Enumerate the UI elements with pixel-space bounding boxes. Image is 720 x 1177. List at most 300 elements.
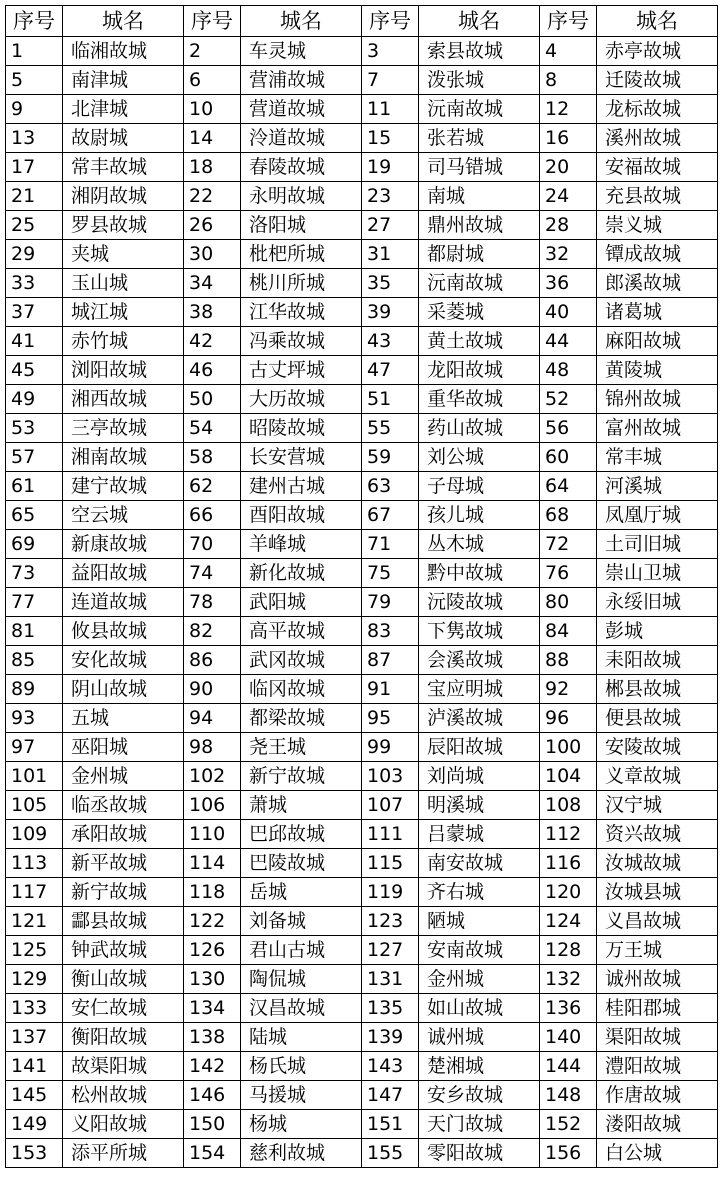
- table-row: [6, 878, 718, 907]
- serial-number-cell: 85: [6, 646, 63, 675]
- serial-number-cell: 14: [184, 124, 241, 153]
- serial-number-cell: 93: [6, 704, 63, 733]
- city-name-cell: 汝城县城: [597, 878, 718, 907]
- city-name-cell: 都尉城: [419, 240, 540, 269]
- city-name-cell: 明溪城: [419, 791, 540, 820]
- serial-number-cell: 67: [362, 501, 419, 530]
- serial-number-cell: 106: [184, 791, 241, 820]
- serial-number-cell: 130: [184, 965, 241, 994]
- city-name-cell: 子母城: [419, 472, 540, 501]
- serial-number-cell: 153: [6, 1139, 63, 1168]
- city-name-cell: 南城: [419, 182, 540, 211]
- serial-number-cell: 71: [362, 530, 419, 559]
- city-name-cell: 诸葛城: [597, 298, 718, 327]
- city-name-cell: 彭城: [597, 617, 718, 646]
- table-row: [6, 733, 718, 762]
- serial-number-cell: 136: [540, 994, 597, 1023]
- serial-number-cell: 6: [184, 66, 241, 95]
- serial-number-cell: 83: [362, 617, 419, 646]
- serial-number-cell: 145: [6, 1081, 63, 1110]
- serial-number-cell: 45: [6, 356, 63, 385]
- header-name-3: 城名: [419, 6, 540, 37]
- city-name-cell: 陆城: [241, 1023, 362, 1052]
- city-name-cell: 楚湘城: [419, 1052, 540, 1081]
- table-row: [6, 762, 718, 791]
- city-name-cell: 新平故城: [63, 849, 184, 878]
- city-name-cell: 夹城: [63, 240, 184, 269]
- city-name-cell: 建州古城: [241, 472, 362, 501]
- serial-number-cell: 135: [362, 994, 419, 1023]
- city-name-cell: 昭陵故城: [241, 414, 362, 443]
- city-name-cell: 巴邱故城: [241, 820, 362, 849]
- serial-number-cell: 9: [6, 95, 63, 124]
- serial-number-cell: 101: [6, 762, 63, 791]
- city-name-cell: 湘西故城: [63, 385, 184, 414]
- city-name-cell: 车灵城: [241, 37, 362, 66]
- table-row: [6, 1139, 718, 1168]
- city-name-cell: 泼张城: [419, 66, 540, 95]
- city-name-cell: 都梁故城: [241, 704, 362, 733]
- city-name-cell: 巫阳城: [63, 733, 184, 762]
- serial-number-cell: 156: [540, 1139, 597, 1168]
- city-name-cell: 玉山城: [63, 269, 184, 298]
- serial-number-cell: 65: [6, 501, 63, 530]
- city-name-cell: 新康故城: [63, 530, 184, 559]
- city-name-cell: 长安营城: [241, 443, 362, 472]
- table-row: [6, 472, 718, 501]
- city-name-cell: 永明故城: [241, 182, 362, 211]
- city-name-cell: 酃县故城: [63, 907, 184, 936]
- city-name-cell: 安化故城: [63, 646, 184, 675]
- table-row: [6, 1052, 718, 1081]
- serial-number-cell: 76: [540, 559, 597, 588]
- serial-number-cell: 125: [6, 936, 63, 965]
- city-name-cell: 新化故城: [241, 559, 362, 588]
- city-name-cell: 武冈故城: [241, 646, 362, 675]
- table-row: [6, 443, 718, 472]
- table-row: [6, 588, 718, 617]
- serial-number-cell: 110: [184, 820, 241, 849]
- serial-number-cell: 23: [362, 182, 419, 211]
- city-name-cell: 龙标故城: [597, 95, 718, 124]
- city-name-cell: 营道故城: [241, 95, 362, 124]
- serial-number-cell: 146: [184, 1081, 241, 1110]
- serial-number-cell: 134: [184, 994, 241, 1023]
- table-row: [6, 66, 718, 95]
- city-name-cell: 衡山故城: [63, 965, 184, 994]
- serial-number-cell: 139: [362, 1023, 419, 1052]
- serial-number-cell: 12: [540, 95, 597, 124]
- table-row: [6, 240, 718, 269]
- serial-number-cell: 38: [184, 298, 241, 327]
- serial-number-cell: 18: [184, 153, 241, 182]
- city-name-cell: 富州故城: [597, 414, 718, 443]
- city-name-cell: 常丰城: [597, 443, 718, 472]
- serial-number-cell: 82: [184, 617, 241, 646]
- city-name-cell: 黄土故城: [419, 327, 540, 356]
- city-name-cell: 建宁故城: [63, 472, 184, 501]
- city-name-cell: 鼎州故城: [419, 211, 540, 240]
- serial-number-cell: 42: [184, 327, 241, 356]
- city-name-cell: 桃川所城: [241, 269, 362, 298]
- table-row: [6, 95, 718, 124]
- city-name-cell: 会溪故城: [419, 646, 540, 675]
- serial-number-cell: 89: [6, 675, 63, 704]
- header-name-4: 城名: [597, 6, 718, 37]
- serial-number-cell: 59: [362, 443, 419, 472]
- serial-number-cell: 28: [540, 211, 597, 240]
- city-name-cell: 安仁故城: [63, 994, 184, 1023]
- serial-number-cell: 4: [540, 37, 597, 66]
- serial-number-cell: 55: [362, 414, 419, 443]
- city-name-cell: 如山故城: [419, 994, 540, 1023]
- serial-number-cell: 22: [184, 182, 241, 211]
- city-name-cell: 下隽故城: [419, 617, 540, 646]
- serial-number-cell: 117: [6, 878, 63, 907]
- city-name-cell: 巴陵故城: [241, 849, 362, 878]
- city-name-cell: 五城: [63, 704, 184, 733]
- serial-number-cell: 72: [540, 530, 597, 559]
- city-name-cell: 萧城: [241, 791, 362, 820]
- city-name-cell: 泸溪故城: [419, 704, 540, 733]
- city-name-cell: 江华故城: [241, 298, 362, 327]
- serial-number-cell: 17: [6, 153, 63, 182]
- city-name-cell: 郴县故城: [597, 675, 718, 704]
- serial-number-cell: 75: [362, 559, 419, 588]
- table-row: [6, 356, 718, 385]
- city-name-cell: 零阳故城: [419, 1139, 540, 1168]
- city-name-cell: 重华故城: [419, 385, 540, 414]
- city-name-cell: 临湘故城: [63, 37, 184, 66]
- table-row: [6, 37, 718, 66]
- serial-number-cell: 143: [362, 1052, 419, 1081]
- serial-number-cell: 113: [6, 849, 63, 878]
- table-row: [6, 327, 718, 356]
- table-row: [6, 936, 718, 965]
- header-serial-3: 序号: [362, 6, 419, 37]
- city-name-cell: 阴山故城: [63, 675, 184, 704]
- table-row: [6, 965, 718, 994]
- city-name-cell: 安陵故城: [597, 733, 718, 762]
- table-header: [6, 6, 718, 37]
- serial-number-cell: 102: [184, 762, 241, 791]
- city-name-cell: 耒阳故城: [597, 646, 718, 675]
- city-name-cell: 连道故城: [63, 588, 184, 617]
- city-name-cell: 义章故城: [597, 762, 718, 791]
- table-row: [6, 675, 718, 704]
- city-name-cell: 药山故城: [419, 414, 540, 443]
- serial-number-cell: 77: [6, 588, 63, 617]
- city-name-cell: 齐右城: [419, 878, 540, 907]
- serial-number-cell: 39: [362, 298, 419, 327]
- city-name-cell: 溇阳故城: [597, 1110, 718, 1139]
- serial-number-cell: 35: [362, 269, 419, 298]
- table-body: [6, 37, 718, 1168]
- city-name-cell: 慈利故城: [241, 1139, 362, 1168]
- serial-number-cell: 103: [362, 762, 419, 791]
- serial-number-cell: 50: [184, 385, 241, 414]
- city-name-cell: 黄陵城: [597, 356, 718, 385]
- city-name-cell: 龙阳故城: [419, 356, 540, 385]
- city-name-cell: 土司旧城: [597, 530, 718, 559]
- serial-number-cell: 58: [184, 443, 241, 472]
- serial-number-cell: 105: [6, 791, 63, 820]
- serial-number-cell: 30: [184, 240, 241, 269]
- serial-number-cell: 122: [184, 907, 241, 936]
- serial-number-cell: 99: [362, 733, 419, 762]
- serial-number-cell: 150: [184, 1110, 241, 1139]
- city-name-cell: 永绥旧城: [597, 588, 718, 617]
- city-name-cell: 金州城: [419, 965, 540, 994]
- header-serial-2: 序号: [184, 6, 241, 37]
- table-row: [6, 791, 718, 820]
- city-name-cell: 临丞故城: [63, 791, 184, 820]
- serial-number-cell: 84: [540, 617, 597, 646]
- serial-number-cell: 57: [6, 443, 63, 472]
- city-name-cell: 资兴故城: [597, 820, 718, 849]
- city-name-cell: 罗县故城: [63, 211, 184, 240]
- city-name-cell: 司马错城: [419, 153, 540, 182]
- serial-number-cell: 126: [184, 936, 241, 965]
- city-name-cell: 充县故城: [597, 182, 718, 211]
- city-name-cell: 冯乘故城: [241, 327, 362, 356]
- serial-number-cell: 15: [362, 124, 419, 153]
- header-serial-1: 序号: [6, 6, 63, 37]
- serial-number-cell: 36: [540, 269, 597, 298]
- serial-number-cell: 16: [540, 124, 597, 153]
- city-name-cell: 渠阳故城: [597, 1023, 718, 1052]
- city-name-cell: 三亭故城: [63, 414, 184, 443]
- serial-number-cell: 21: [6, 182, 63, 211]
- city-name-cell: 故渠阳城: [63, 1052, 184, 1081]
- city-name-cell: 锦州故城: [597, 385, 718, 414]
- table-row: [6, 385, 718, 414]
- serial-number-cell: 29: [6, 240, 63, 269]
- serial-number-cell: 7: [362, 66, 419, 95]
- serial-number-cell: 123: [362, 907, 419, 936]
- serial-number-cell: 20: [540, 153, 597, 182]
- serial-number-cell: 90: [184, 675, 241, 704]
- city-name-cell: 空云城: [63, 501, 184, 530]
- serial-number-cell: 13: [6, 124, 63, 153]
- serial-number-cell: 104: [540, 762, 597, 791]
- serial-number-cell: 149: [6, 1110, 63, 1139]
- serial-number-cell: 60: [540, 443, 597, 472]
- serial-number-cell: 133: [6, 994, 63, 1023]
- city-name-cell: 古丈坪城: [241, 356, 362, 385]
- table-row: [6, 153, 718, 182]
- city-name-cell: 春陵故城: [241, 153, 362, 182]
- serial-number-cell: 31: [362, 240, 419, 269]
- table-row: [6, 298, 718, 327]
- city-name-cell: 崇义城: [597, 211, 718, 240]
- serial-number-cell: 115: [362, 849, 419, 878]
- serial-number-cell: 129: [6, 965, 63, 994]
- serial-number-cell: 147: [362, 1081, 419, 1110]
- city-name-cell: 南安故城: [419, 849, 540, 878]
- serial-number-cell: 137: [6, 1023, 63, 1052]
- city-name-cell: 天门故城: [419, 1110, 540, 1139]
- serial-number-cell: 132: [540, 965, 597, 994]
- city-name-cell: 丛木城: [419, 530, 540, 559]
- table-row: [6, 646, 718, 675]
- city-name-cell: 辰阳故城: [419, 733, 540, 762]
- serial-number-cell: 95: [362, 704, 419, 733]
- serial-number-cell: 116: [540, 849, 597, 878]
- serial-number-cell: 5: [6, 66, 63, 95]
- city-name-cell: 松州故城: [63, 1081, 184, 1110]
- city-name-cell: 索县故城: [419, 37, 540, 66]
- table-row: [6, 994, 718, 1023]
- serial-number-cell: 8: [540, 66, 597, 95]
- serial-number-cell: 138: [184, 1023, 241, 1052]
- serial-number-cell: 119: [362, 878, 419, 907]
- serial-number-cell: 80: [540, 588, 597, 617]
- serial-number-cell: 112: [540, 820, 597, 849]
- serial-number-cell: 108: [540, 791, 597, 820]
- serial-number-cell: 2: [184, 37, 241, 66]
- table-row: [6, 124, 718, 153]
- serial-number-cell: 25: [6, 211, 63, 240]
- city-name-cell: 高平故城: [241, 617, 362, 646]
- city-name-cell: 南津城: [63, 66, 184, 95]
- table-row: [6, 182, 718, 211]
- serial-number-cell: 26: [184, 211, 241, 240]
- serial-number-cell: 10: [184, 95, 241, 124]
- serial-number-cell: 62: [184, 472, 241, 501]
- city-name-cell: 赤竹城: [63, 327, 184, 356]
- serial-number-cell: 144: [540, 1052, 597, 1081]
- header-serial-4: 序号: [540, 6, 597, 37]
- table-row: [6, 849, 718, 878]
- city-name-cell: 承阳故城: [63, 820, 184, 849]
- city-name-cell: 吕蒙城: [419, 820, 540, 849]
- serial-number-cell: 69: [6, 530, 63, 559]
- serial-number-cell: 56: [540, 414, 597, 443]
- city-name-cell: 羊峰城: [241, 530, 362, 559]
- city-name-cell: 便县故城: [597, 704, 718, 733]
- serial-number-cell: 155: [362, 1139, 419, 1168]
- serial-number-cell: 64: [540, 472, 597, 501]
- serial-number-cell: 114: [184, 849, 241, 878]
- serial-number-cell: 40: [540, 298, 597, 327]
- table-row: [6, 617, 718, 646]
- table-row: [6, 704, 718, 733]
- city-name-cell: 湘阴故城: [63, 182, 184, 211]
- serial-number-cell: 52: [540, 385, 597, 414]
- city-name-cell: 郎溪故城: [597, 269, 718, 298]
- serial-number-cell: 97: [6, 733, 63, 762]
- serial-number-cell: 46: [184, 356, 241, 385]
- city-name-cell: 沅陵故城: [419, 588, 540, 617]
- serial-number-cell: 19: [362, 153, 419, 182]
- serial-number-cell: 78: [184, 588, 241, 617]
- serial-number-cell: 87: [362, 646, 419, 675]
- city-name-cell: 添平所城: [63, 1139, 184, 1168]
- serial-number-cell: 66: [184, 501, 241, 530]
- city-name-cell: 故尉城: [63, 124, 184, 153]
- city-name-cell: 义昌故城: [597, 907, 718, 936]
- serial-number-cell: 92: [540, 675, 597, 704]
- serial-number-cell: 68: [540, 501, 597, 530]
- serial-number-cell: 53: [6, 414, 63, 443]
- city-name-cell: 迁陵故城: [597, 66, 718, 95]
- city-name-cell: 枇杷所城: [241, 240, 362, 269]
- city-name-cell: 桂阳郡城: [597, 994, 718, 1023]
- city-name-cell: 湘南故城: [63, 443, 184, 472]
- city-name-cell: 浏阳故城: [63, 356, 184, 385]
- serial-number-cell: 88: [540, 646, 597, 675]
- city-name-cell: 汝城故城: [597, 849, 718, 878]
- table-row: [6, 559, 718, 588]
- city-name-cell: 宝应明城: [419, 675, 540, 704]
- serial-number-cell: 109: [6, 820, 63, 849]
- header-name-2: 城名: [241, 6, 362, 37]
- serial-number-cell: 32: [540, 240, 597, 269]
- city-name-cell: 常丰故城: [63, 153, 184, 182]
- serial-number-cell: 127: [362, 936, 419, 965]
- city-name-cell: 大历故城: [241, 385, 362, 414]
- table-row: [6, 501, 718, 530]
- serial-number-cell: 107: [362, 791, 419, 820]
- city-name-cell: 麻阳故城: [597, 327, 718, 356]
- city-name-cell: 城江城: [63, 298, 184, 327]
- city-name-cell: 崇山卫城: [597, 559, 718, 588]
- serial-number-cell: 140: [540, 1023, 597, 1052]
- serial-number-cell: 111: [362, 820, 419, 849]
- city-name-cell: 君山古城: [241, 936, 362, 965]
- serial-number-cell: 49: [6, 385, 63, 414]
- serial-number-cell: 98: [184, 733, 241, 762]
- city-name-cell: 杨城: [241, 1110, 362, 1139]
- city-name-cell: 岳城: [241, 878, 362, 907]
- city-name-cell: 攸县故城: [63, 617, 184, 646]
- serial-number-cell: 96: [540, 704, 597, 733]
- serial-number-cell: 124: [540, 907, 597, 936]
- city-name-cell: 沅南故城: [419, 269, 540, 298]
- serial-number-cell: 44: [540, 327, 597, 356]
- city-name-cell: 临冈故城: [241, 675, 362, 704]
- serial-number-cell: 34: [184, 269, 241, 298]
- city-name-cell: 作唐故城: [597, 1081, 718, 1110]
- city-name-cell: 澧阳故城: [597, 1052, 718, 1081]
- serial-number-cell: 118: [184, 878, 241, 907]
- city-name-cell: 益阳故城: [63, 559, 184, 588]
- city-list-table: [5, 5, 718, 1168]
- city-name-cell: 黔中故城: [419, 559, 540, 588]
- serial-number-cell: 91: [362, 675, 419, 704]
- serial-number-cell: 121: [6, 907, 63, 936]
- city-name-cell: 刘尚城: [419, 762, 540, 791]
- serial-number-cell: 33: [6, 269, 63, 298]
- city-name-cell: 张若城: [419, 124, 540, 153]
- serial-number-cell: 79: [362, 588, 419, 617]
- city-name-cell: 杨氏城: [241, 1052, 362, 1081]
- city-name-cell: 武阳城: [241, 588, 362, 617]
- serial-number-cell: 61: [6, 472, 63, 501]
- city-name-cell: 刘公城: [419, 443, 540, 472]
- serial-number-cell: 43: [362, 327, 419, 356]
- serial-number-cell: 128: [540, 936, 597, 965]
- serial-number-cell: 94: [184, 704, 241, 733]
- city-name-cell: 马援城: [241, 1081, 362, 1110]
- city-name-cell: 万王城: [597, 936, 718, 965]
- table-row: [6, 907, 718, 936]
- city-name-cell: 沅南故城: [419, 95, 540, 124]
- city-name-cell: 陶侃城: [241, 965, 362, 994]
- city-name-cell: 北津城: [63, 95, 184, 124]
- city-name-cell: 采菱城: [419, 298, 540, 327]
